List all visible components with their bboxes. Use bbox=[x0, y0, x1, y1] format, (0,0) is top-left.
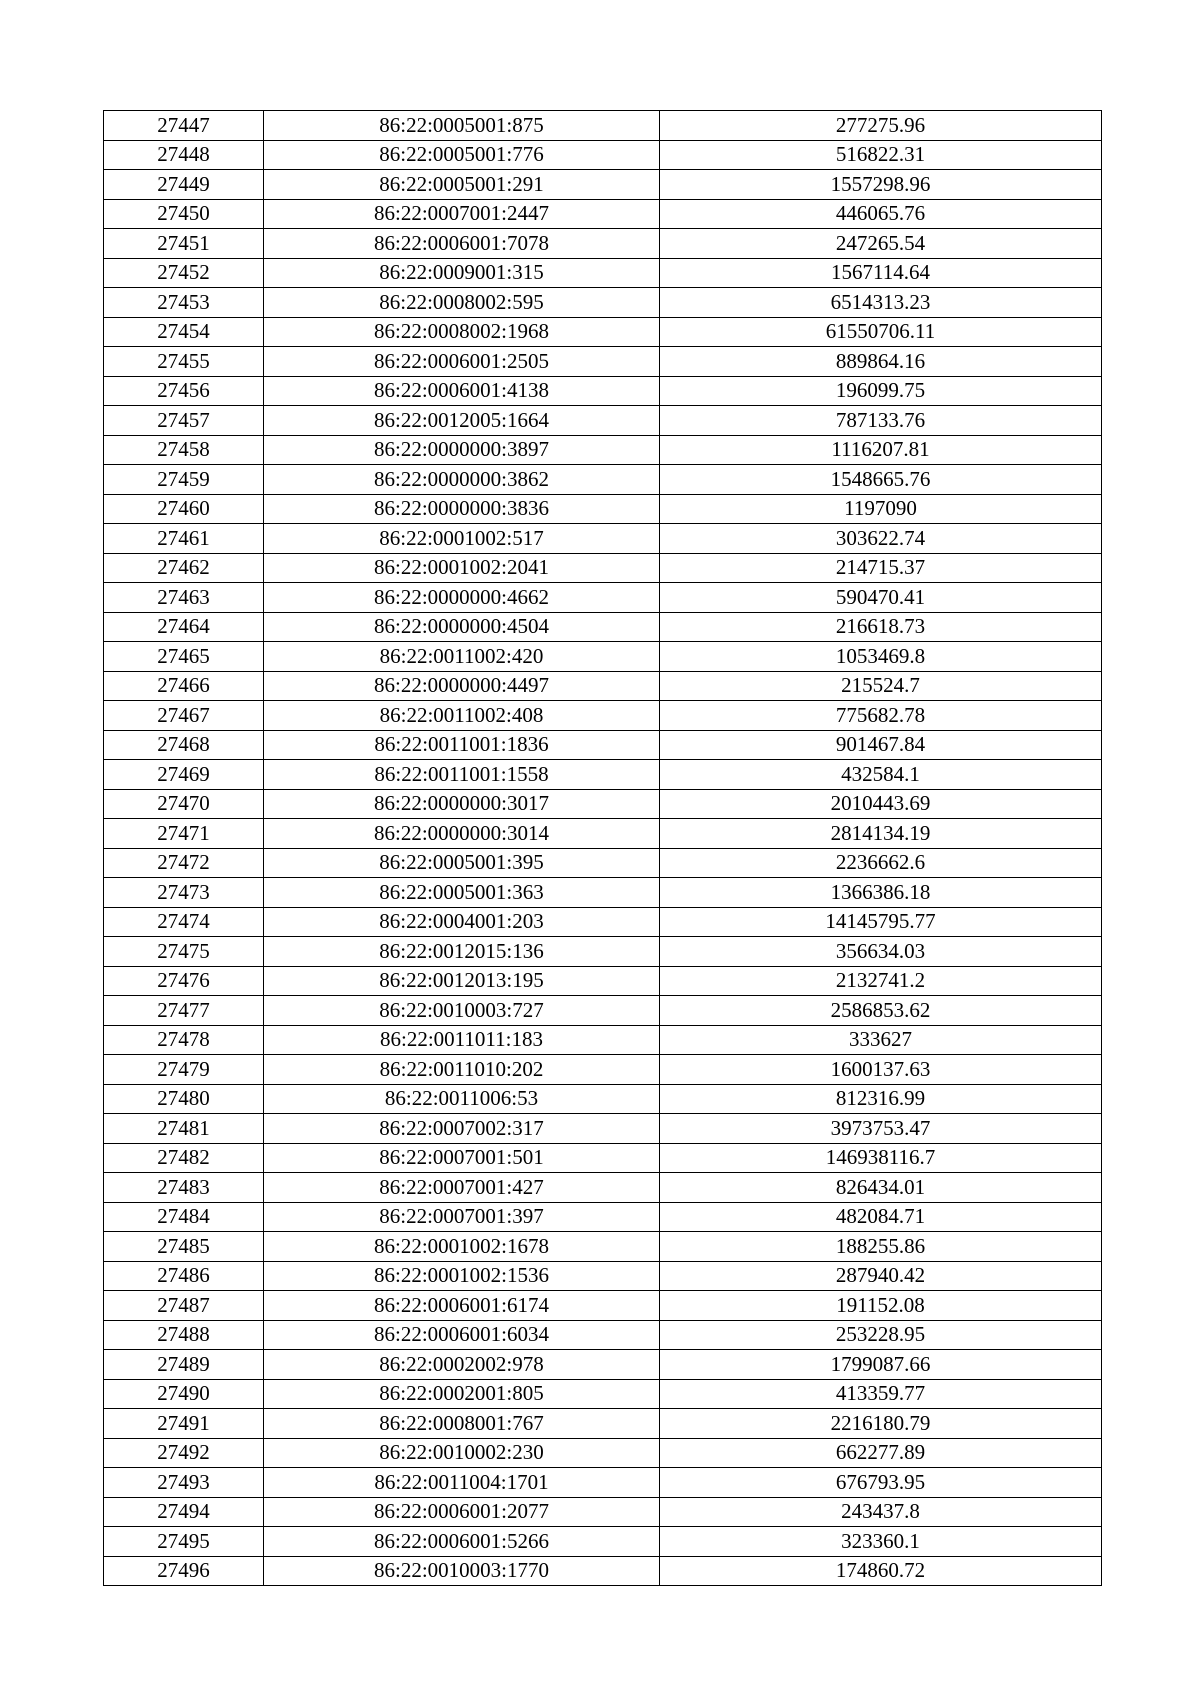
table-row bbox=[104, 612, 1102, 642]
cadastral-number-cell: 86:22:0006001:2077 bbox=[264, 1497, 660, 1527]
value-cell: 215524.7 bbox=[660, 671, 1102, 701]
cadastral-number-cell: 86:22:0000000:4504 bbox=[264, 612, 660, 642]
value-cell: 1053469.8 bbox=[660, 642, 1102, 672]
cadastral-number-cell: 86:22:0012013:195 bbox=[264, 966, 660, 996]
cadastral-number-cell: 86:22:0005001:363 bbox=[264, 878, 660, 908]
table-row bbox=[104, 819, 1102, 849]
value-cell: 432584.1 bbox=[660, 760, 1102, 790]
table-row bbox=[104, 789, 1102, 819]
table-row bbox=[104, 907, 1102, 937]
value-cell: 356634.03 bbox=[660, 937, 1102, 967]
cadastral-number-cell: 86:22:0000000:3897 bbox=[264, 435, 660, 465]
cadastral-number-cell: 86:22:0000000:4662 bbox=[264, 583, 660, 613]
row-number-cell: 27490 bbox=[104, 1379, 264, 1409]
row-number-cell: 27454 bbox=[104, 317, 264, 347]
value-cell: 174860.72 bbox=[660, 1556, 1102, 1586]
row-number-cell: 27491 bbox=[104, 1409, 264, 1439]
value-cell: 1557298.96 bbox=[660, 170, 1102, 200]
row-number-cell: 27471 bbox=[104, 819, 264, 849]
value-cell: 303622.74 bbox=[660, 524, 1102, 554]
table-row bbox=[104, 996, 1102, 1026]
table-row bbox=[104, 642, 1102, 672]
cadastral-number-cell: 86:22:0006001:7078 bbox=[264, 229, 660, 259]
table-row bbox=[104, 376, 1102, 406]
table-row bbox=[104, 701, 1102, 731]
cadastral-number-cell: 86:22:0004001:203 bbox=[264, 907, 660, 937]
row-number-cell: 27456 bbox=[104, 376, 264, 406]
table-row bbox=[104, 1202, 1102, 1232]
row-number-cell: 27492 bbox=[104, 1438, 264, 1468]
table-row bbox=[104, 111, 1102, 141]
table-row bbox=[104, 258, 1102, 288]
row-number-cell: 27478 bbox=[104, 1025, 264, 1055]
table-row bbox=[104, 1556, 1102, 1586]
table-row bbox=[104, 1143, 1102, 1173]
table-row bbox=[104, 1438, 1102, 1468]
row-number-cell: 27458 bbox=[104, 435, 264, 465]
table-row bbox=[104, 229, 1102, 259]
cadastral-number-cell: 86:22:0002001:805 bbox=[264, 1379, 660, 1409]
row-number-cell: 27464 bbox=[104, 612, 264, 642]
table-row bbox=[104, 199, 1102, 229]
table-row bbox=[104, 1527, 1102, 1557]
cadastral-number-cell: 86:22:0011002:408 bbox=[264, 701, 660, 731]
value-cell: 516822.31 bbox=[660, 140, 1102, 170]
value-cell: 787133.76 bbox=[660, 406, 1102, 436]
value-cell: 901467.84 bbox=[660, 730, 1102, 760]
table-row bbox=[104, 170, 1102, 200]
value-cell: 482084.71 bbox=[660, 1202, 1102, 1232]
row-number-cell: 27447 bbox=[104, 111, 264, 141]
row-number-cell: 27455 bbox=[104, 347, 264, 377]
cadastral-number-cell: 86:22:0011001:1558 bbox=[264, 760, 660, 790]
value-cell: 2814134.19 bbox=[660, 819, 1102, 849]
value-cell: 287940.42 bbox=[660, 1261, 1102, 1291]
cadastral-number-cell: 86:22:0006001:5266 bbox=[264, 1527, 660, 1557]
row-number-cell: 27469 bbox=[104, 760, 264, 790]
table-row bbox=[104, 494, 1102, 524]
value-cell: 676793.95 bbox=[660, 1468, 1102, 1498]
cadastral-number-cell: 86:22:0008002:595 bbox=[264, 288, 660, 318]
cadastral-number-cell: 86:22:0011010:202 bbox=[264, 1055, 660, 1085]
value-cell: 2010443.69 bbox=[660, 789, 1102, 819]
row-number-cell: 27460 bbox=[104, 494, 264, 524]
cadastral-number-cell: 86:22:0010003:727 bbox=[264, 996, 660, 1026]
value-cell: 277275.96 bbox=[660, 111, 1102, 141]
table-row bbox=[104, 1291, 1102, 1321]
table-row bbox=[104, 1350, 1102, 1380]
cadastral-number-cell: 86:22:0008001:767 bbox=[264, 1409, 660, 1439]
table-row bbox=[104, 730, 1102, 760]
cadastral-number-cell: 86:22:0010002:230 bbox=[264, 1438, 660, 1468]
table-row bbox=[104, 671, 1102, 701]
table-row bbox=[104, 1379, 1102, 1409]
value-cell: 1567114.64 bbox=[660, 258, 1102, 288]
cadastral-number-cell: 86:22:0005001:395 bbox=[264, 848, 660, 878]
value-cell: 146938116.7 bbox=[660, 1143, 1102, 1173]
row-number-cell: 27459 bbox=[104, 465, 264, 495]
value-cell: 1197090 bbox=[660, 494, 1102, 524]
value-cell: 812316.99 bbox=[660, 1084, 1102, 1114]
value-cell: 188255.86 bbox=[660, 1232, 1102, 1262]
row-number-cell: 27485 bbox=[104, 1232, 264, 1262]
row-number-cell: 27480 bbox=[104, 1084, 264, 1114]
cadastral-number-cell: 86:22:0005001:291 bbox=[264, 170, 660, 200]
value-cell: 2132741.2 bbox=[660, 966, 1102, 996]
table-row bbox=[104, 1409, 1102, 1439]
row-number-cell: 27473 bbox=[104, 878, 264, 908]
row-number-cell: 27481 bbox=[104, 1114, 264, 1144]
cadastral-number-cell: 86:22:0011001:1836 bbox=[264, 730, 660, 760]
value-cell: 3973753.47 bbox=[660, 1114, 1102, 1144]
cadastral-number-cell: 86:22:0000000:3862 bbox=[264, 465, 660, 495]
table-row bbox=[104, 848, 1102, 878]
value-cell: 413359.77 bbox=[660, 1379, 1102, 1409]
row-number-cell: 27457 bbox=[104, 406, 264, 436]
cadastral-number-cell: 86:22:0001002:1536 bbox=[264, 1261, 660, 1291]
value-cell: 662277.89 bbox=[660, 1438, 1102, 1468]
value-cell: 323360.1 bbox=[660, 1527, 1102, 1557]
value-cell: 446065.76 bbox=[660, 199, 1102, 229]
row-number-cell: 27466 bbox=[104, 671, 264, 701]
cadastral-number-cell: 86:22:0008002:1968 bbox=[264, 317, 660, 347]
table-row bbox=[104, 317, 1102, 347]
table-row bbox=[104, 1025, 1102, 1055]
table-row bbox=[104, 288, 1102, 318]
table-row bbox=[104, 878, 1102, 908]
value-cell: 14145795.77 bbox=[660, 907, 1102, 937]
value-cell: 191152.08 bbox=[660, 1291, 1102, 1321]
cadastral-number-cell: 86:22:0001002:517 bbox=[264, 524, 660, 554]
value-cell: 826434.01 bbox=[660, 1173, 1102, 1203]
cadastral-number-cell: 86:22:0012015:136 bbox=[264, 937, 660, 967]
row-number-cell: 27493 bbox=[104, 1468, 264, 1498]
table-row bbox=[104, 524, 1102, 554]
value-cell: 253228.95 bbox=[660, 1320, 1102, 1350]
table-row bbox=[104, 1468, 1102, 1498]
table-row bbox=[104, 406, 1102, 436]
row-number-cell: 27462 bbox=[104, 553, 264, 583]
table-row bbox=[104, 465, 1102, 495]
table-row bbox=[104, 1261, 1102, 1291]
value-cell: 2236662.6 bbox=[660, 848, 1102, 878]
table-row bbox=[104, 1173, 1102, 1203]
value-cell: 214715.37 bbox=[660, 553, 1102, 583]
row-number-cell: 27484 bbox=[104, 1202, 264, 1232]
cadastral-number-cell: 86:22:0001002:2041 bbox=[264, 553, 660, 583]
cadastral-number-cell: 86:22:0011006:53 bbox=[264, 1084, 660, 1114]
row-number-cell: 27470 bbox=[104, 789, 264, 819]
value-cell: 1799087.66 bbox=[660, 1350, 1102, 1380]
cadastral-number-cell: 86:22:0007001:2447 bbox=[264, 199, 660, 229]
row-number-cell: 27465 bbox=[104, 642, 264, 672]
cadastral-number-cell: 86:22:0007001:427 bbox=[264, 1173, 660, 1203]
table-row bbox=[104, 1320, 1102, 1350]
row-number-cell: 27487 bbox=[104, 1291, 264, 1321]
row-number-cell: 27494 bbox=[104, 1497, 264, 1527]
value-cell: 2586853.62 bbox=[660, 996, 1102, 1026]
value-cell: 216618.73 bbox=[660, 612, 1102, 642]
cadastral-number-cell: 86:22:0007002:317 bbox=[264, 1114, 660, 1144]
row-number-cell: 27479 bbox=[104, 1055, 264, 1085]
value-cell: 889864.16 bbox=[660, 347, 1102, 377]
table-row bbox=[104, 1114, 1102, 1144]
row-number-cell: 27449 bbox=[104, 170, 264, 200]
cadastral-number-cell: 86:22:0006001:2505 bbox=[264, 347, 660, 377]
table-row bbox=[104, 553, 1102, 583]
table-body bbox=[104, 111, 1102, 1586]
table-row bbox=[104, 1497, 1102, 1527]
row-number-cell: 27472 bbox=[104, 848, 264, 878]
value-cell: 1548665.76 bbox=[660, 465, 1102, 495]
table-row bbox=[104, 966, 1102, 996]
cadastral-number-cell: 86:22:0011004:1701 bbox=[264, 1468, 660, 1498]
cadastral-number-cell: 86:22:0012005:1664 bbox=[264, 406, 660, 436]
row-number-cell: 27461 bbox=[104, 524, 264, 554]
row-number-cell: 27452 bbox=[104, 258, 264, 288]
value-cell: 333627 bbox=[660, 1025, 1102, 1055]
table-row bbox=[104, 140, 1102, 170]
row-number-cell: 27496 bbox=[104, 1556, 264, 1586]
cadastral-number-cell: 86:22:0009001:315 bbox=[264, 258, 660, 288]
table-row bbox=[104, 1232, 1102, 1262]
cadastral-number-cell: 86:22:0005001:875 bbox=[264, 111, 660, 141]
row-number-cell: 27495 bbox=[104, 1527, 264, 1557]
value-cell: 243437.8 bbox=[660, 1497, 1102, 1527]
row-number-cell: 27450 bbox=[104, 199, 264, 229]
value-cell: 196099.75 bbox=[660, 376, 1102, 406]
cadastral-number-cell: 86:22:0000000:3017 bbox=[264, 789, 660, 819]
value-cell: 6514313.23 bbox=[660, 288, 1102, 318]
row-number-cell: 27474 bbox=[104, 907, 264, 937]
cadastral-number-cell: 86:22:0007001:397 bbox=[264, 1202, 660, 1232]
row-number-cell: 27453 bbox=[104, 288, 264, 318]
cadastral-number-cell: 86:22:0011002:420 bbox=[264, 642, 660, 672]
cadastral-number-cell: 86:22:0006001:6174 bbox=[264, 1291, 660, 1321]
row-number-cell: 27477 bbox=[104, 996, 264, 1026]
row-number-cell: 27488 bbox=[104, 1320, 264, 1350]
table-row bbox=[104, 347, 1102, 377]
cadastral-number-cell: 86:22:0010003:1770 bbox=[264, 1556, 660, 1586]
cadastral-number-cell: 86:22:0006001:4138 bbox=[264, 376, 660, 406]
row-number-cell: 27448 bbox=[104, 140, 264, 170]
row-number-cell: 27486 bbox=[104, 1261, 264, 1291]
cadastral-number-cell: 86:22:0001002:1678 bbox=[264, 1232, 660, 1262]
value-cell: 247265.54 bbox=[660, 229, 1102, 259]
table-row bbox=[104, 583, 1102, 613]
row-number-cell: 27483 bbox=[104, 1173, 264, 1203]
value-cell: 61550706.11 bbox=[660, 317, 1102, 347]
cadastral-number-cell: 86:22:0000000:3836 bbox=[264, 494, 660, 524]
value-cell: 590470.41 bbox=[660, 583, 1102, 613]
row-number-cell: 27467 bbox=[104, 701, 264, 731]
value-cell: 1600137.63 bbox=[660, 1055, 1102, 1085]
table-row bbox=[104, 1055, 1102, 1085]
cadastral-number-cell: 86:22:0005001:776 bbox=[264, 140, 660, 170]
row-number-cell: 27489 bbox=[104, 1350, 264, 1380]
table-row bbox=[104, 937, 1102, 967]
cadastral-number-cell: 86:22:0006001:6034 bbox=[264, 1320, 660, 1350]
row-number-cell: 27476 bbox=[104, 966, 264, 996]
row-number-cell: 27463 bbox=[104, 583, 264, 613]
row-number-cell: 27468 bbox=[104, 730, 264, 760]
value-cell: 2216180.79 bbox=[660, 1409, 1102, 1439]
cadastral-number-cell: 86:22:0011011:183 bbox=[264, 1025, 660, 1055]
value-cell: 1116207.81 bbox=[660, 435, 1102, 465]
row-number-cell: 27475 bbox=[104, 937, 264, 967]
cadastral-number-cell: 86:22:0002002:978 bbox=[264, 1350, 660, 1380]
data-table bbox=[103, 110, 1102, 1586]
value-cell: 775682.78 bbox=[660, 701, 1102, 731]
row-number-cell: 27451 bbox=[104, 229, 264, 259]
cadastral-number-cell: 86:22:0007001:501 bbox=[264, 1143, 660, 1173]
table-row bbox=[104, 760, 1102, 790]
cadastral-number-cell: 86:22:0000000:3014 bbox=[264, 819, 660, 849]
value-cell: 1366386.18 bbox=[660, 878, 1102, 908]
cadastral-number-cell: 86:22:0000000:4497 bbox=[264, 671, 660, 701]
row-number-cell: 27482 bbox=[104, 1143, 264, 1173]
table-row bbox=[104, 1084, 1102, 1114]
table-row bbox=[104, 435, 1102, 465]
